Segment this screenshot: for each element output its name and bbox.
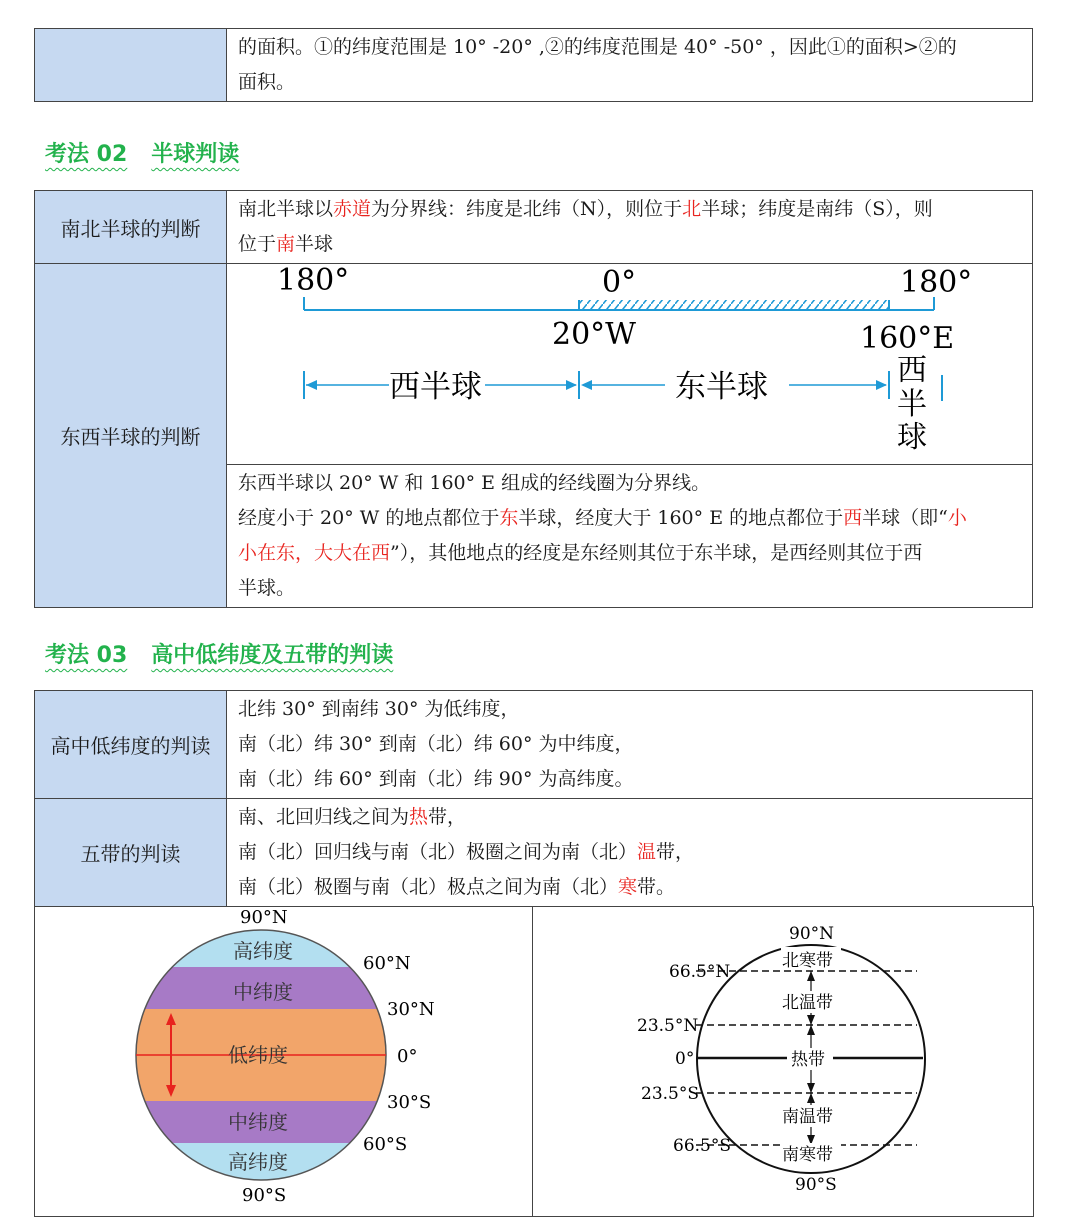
latitude-globe [35, 907, 532, 1212]
ew-hemisphere-label: 东西半球的判断 [35, 264, 227, 608]
band-label-mid-south: 中纬度 [228, 1110, 288, 1134]
lat-label-30n: 30°N [387, 999, 435, 1020]
zones-label-235s: 23.5°S [641, 1084, 699, 1104]
band-label-mid-north: 中纬度 [233, 980, 293, 1004]
top-line-2: 面积。 [238, 71, 296, 93]
ns-hemisphere-label: 南北半球的判断 [35, 191, 227, 264]
five-zones-text: 南、北回归线之间为热带， 南（北）回归线与南（北）极圈之间为南（北）温带， 南（北）极圈与南（北）极点之间为南（北）寒带。 [227, 799, 1033, 907]
top-table-text-cell [227, 29, 1033, 102]
west-vertical-char-1: 西 [897, 353, 927, 388]
zone-label-north-frigid: 北寒带 [782, 951, 833, 971]
latitude-level-text: 北纬 30° 到南纬 30° 为低纬度， 南（北）纬 30° 到南（北）纬 60° 为中纬度， 南（北）纬 60° 到南（北）纬 90° 为高纬度。 [227, 691, 1033, 799]
east-hemisphere-hatch [579, 300, 889, 310]
zones-label-665s: 66.5°S [673, 1136, 731, 1156]
hemisphere-table [34, 190, 1033, 608]
ew-hemisphere-text: 东西半球以 20° W 和 160° E 组成的经线圈为分界线。 经度小于 20° W 的地点都位于东半球，经度大于 160° E 的地点都位于西半球（即“小 小在东，大大在西”），其他地点的经度是东经则其位于东半球，是西经则其位于西 半球。 [227, 465, 1033, 608]
ew-hemisphere-diagram [227, 264, 1034, 460]
lon-label-180-right: 180° [900, 265, 973, 300]
latitude-globe-cell [35, 907, 533, 1217]
east-span-arrow-right [876, 380, 887, 390]
lat-label-90n: 90°N [240, 907, 288, 928]
section-heading-03 [45, 638, 393, 669]
heading-03-num: 考法 03 [45, 643, 128, 668]
ew-diagram-cell [227, 264, 1033, 465]
zone-label-torrid: 热带 [791, 1050, 825, 1070]
top-table [34, 28, 1033, 102]
ns-hemisphere-text: 南北半球以赤道为分界线：纬度是北纬（N），则位于北半球；纬度是南纬（S），则 位于南半球 [227, 191, 1033, 264]
west-vertical-char-3: 球 [897, 420, 927, 455]
lat-label-60s: 60°S [363, 1134, 408, 1155]
globe-figures-table [34, 906, 1034, 1217]
zones-label-235n: 23.5°N [637, 1016, 699, 1036]
west-vertical-char-2: 半 [897, 387, 927, 422]
lon-label-180-left: 180° [277, 264, 350, 298]
heading-02-title: 半球判读 [151, 142, 240, 167]
zones-label-0: 0° [675, 1049, 695, 1069]
west-span-arrow-right [566, 380, 577, 390]
lon-label-0: 0° [602, 265, 637, 300]
band-label-low: 低纬度 [228, 1043, 288, 1067]
top-table-label-cell [35, 29, 227, 102]
boundary-label-20w: 20°W [552, 317, 637, 352]
zone-label-north-temperate: 北温带 [782, 993, 833, 1013]
zone-label-south-frigid: 南寒带 [782, 1145, 833, 1165]
section-heading-02 [45, 137, 239, 168]
five-zones-label: 五带的判读 [35, 799, 227, 907]
lat-label-90s: 90°S [242, 1185, 287, 1206]
west-hemisphere-label: 西半球 [389, 369, 482, 405]
lat-label-60n: 60°N [363, 953, 411, 974]
top-line-1: 的面积。①的纬度范围是 10° -20° ,②的纬度范围是 40° -50° ，因此①的面积>②的 [238, 36, 957, 58]
band-label-high-south: 高纬度 [228, 1150, 288, 1174]
latitude-level-label: 高中低纬度的判读 [35, 691, 227, 799]
band-label-high-north: 高纬度 [233, 939, 293, 963]
five-zones-globe [533, 907, 1033, 1212]
heading-02-num: 考法 02 [45, 142, 128, 167]
heading-03-title: 高中低纬度及五带的判读 [151, 643, 394, 668]
lat-label-0: 0° [397, 1046, 418, 1067]
zones-label-90s: 90°S [795, 1175, 837, 1195]
zones-label-665n: 66.5°N [669, 962, 731, 982]
five-zones-globe-cell [533, 907, 1034, 1217]
boundary-label-160e: 160°E [860, 321, 955, 356]
zone-label-south-temperate: 南温带 [782, 1107, 833, 1127]
latitude-zone-table [34, 690, 1033, 907]
west-span-arrow-left [306, 380, 317, 390]
east-hemisphere-label: 东半球 [675, 369, 768, 405]
lat-label-30s: 30°S [387, 1092, 432, 1113]
zones-label-90n: 90°N [789, 924, 835, 944]
